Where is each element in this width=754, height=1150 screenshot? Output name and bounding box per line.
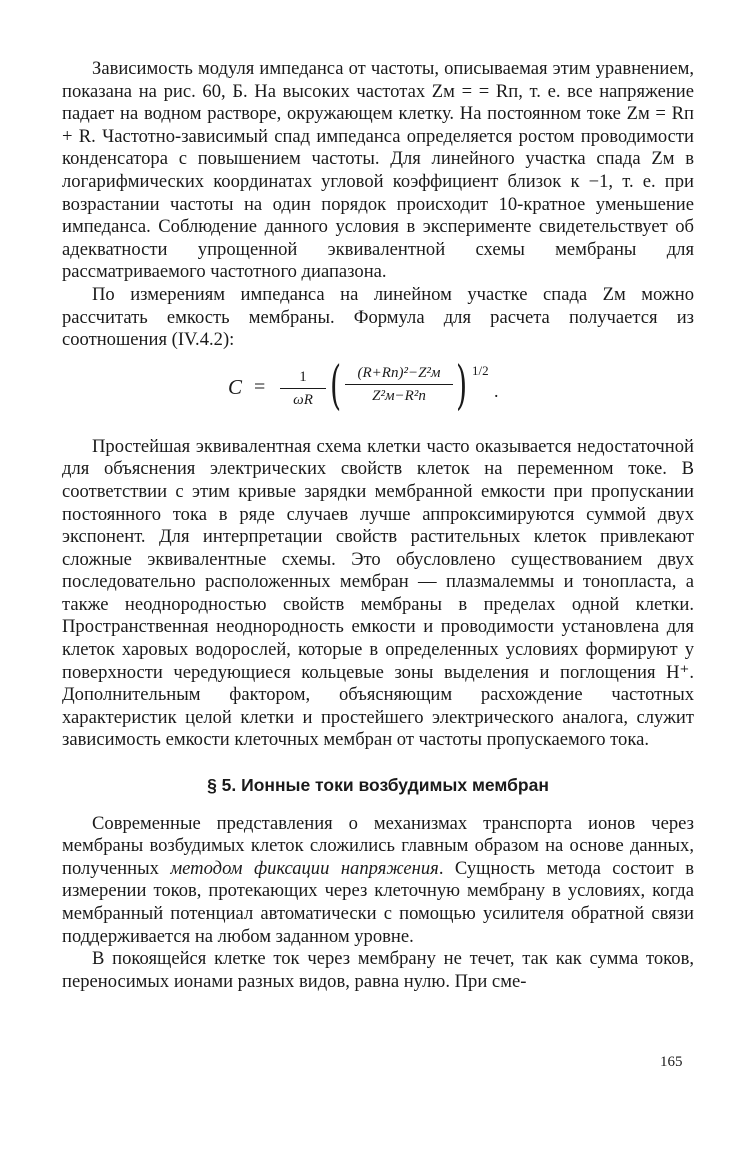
fraction-2-bar (345, 384, 453, 385)
voltage-clamp-text-start: Современные представления о механизмах транспорта ионов через мембраны возбудимых клеток сложились главным образом на основе данных, полученных (62, 812, 694, 879)
voltage-clamp-term: методом фиксации напряжения (170, 857, 439, 879)
capacitance-formula (62, 355, 694, 426)
paragraph-voltage-clamp (62, 813, 694, 949)
formula-end: . (494, 380, 499, 401)
formula-fraction-1 (280, 368, 326, 409)
fraction-1-denominator: ωR (293, 391, 313, 408)
fraction-2-denominator: Z²м−R²п (372, 387, 426, 404)
page-number: 165 (660, 1054, 683, 1070)
paragraph-impedance-frequency: Зависимость модуля импеданса от частоты, описываемая этим уравнением, показана на рис. 60, Б. На высоких частотах Zм = = Rп, т. е. все напряжение падает на водном растворе, окружающем клетку. На постоянном токе Zм = Rп + R. Частотно-зависимый спад импеданса определяется ростом проводимости конденсатора с повышением частоты. Для линейного участка спада Zм в логарифмических координатах угловой коэффициент близок к −1, т. е. при возрастании частоты на один порядок происходит 10-кратное уменьшение импеданса. Соблюдение данного условия в эксперименте свидетельствует об адекватности упрощенной эквивалентной схемы мембраны для рассматриваемого частотного диапазона. (62, 58, 694, 283)
paragraph-equivalent-circuit: Простейшая эквивалентная схема клетки часто оказывается недостаточной для объяснения электрических свойств клеток на переменном токе. В соответствии с этим кривые зарядки мембранной емкости при пропускании постоянного тока в ряде случаев лучше аппроксимируются суммой двух экспонент. Для интерпретации свойств растительных клеток привлекают сложные эквивалентные схемы. Это обусловлено существованием двух последовательно расположенных мембран — плазмалеммы и тонопласта, а также неоднородностью свойств мембраны в пределах одной клетки. Пространственная неоднородность емкости и проводимости установлена для клеток харовых водорослей, которые в определенных условиях формируют у поверхности чередующиеся кольцевые зоны выделения и поглощения H⁺. Дополнительным фактором, объясняющим расхождение частотных характеристик целой клетки и простейшего электрического аналога, служит зависимость емкости клеточных мембран от частоты пропускаемого тока. (62, 435, 694, 751)
formula-fraction-2 (345, 364, 453, 405)
voltage-clamp-text-end: . Сущность метода состоит в измерении токов, протекающих через клеточную мембрану в условиях, когда мембранный потенциал автоматически с помощью усилителя обратной связи поддерживается на любом заданном уровне. (62, 857, 694, 947)
formula-equals: = (254, 375, 266, 398)
left-paren: ( (330, 355, 342, 416)
fraction-1-bar (280, 388, 326, 389)
paragraph-capacitance-calc: По измерениям импеданса на линейном участке спада Zм можно рассчитать емкость мембраны. Формула для расчета получается из соотношения (IV.4.2): (62, 283, 694, 351)
right-paren: ) (456, 355, 468, 416)
fraction-1-numerator: 1 (299, 368, 307, 385)
formula-exponent: 1/2 (472, 362, 489, 378)
formula-lhs: C (228, 374, 243, 399)
page-body (62, 58, 694, 993)
paragraph-resting-cell: В покоящейся клетке ток через мембрану не течет, так как сумма токов, переносимых ионами разных видов, равна нулю. При сме- (62, 948, 694, 992)
fraction-2-numerator: (R+Rп)²−Z²м (357, 364, 441, 381)
section-heading: § 5. Ионные токи возбудимых мембран (207, 775, 549, 796)
